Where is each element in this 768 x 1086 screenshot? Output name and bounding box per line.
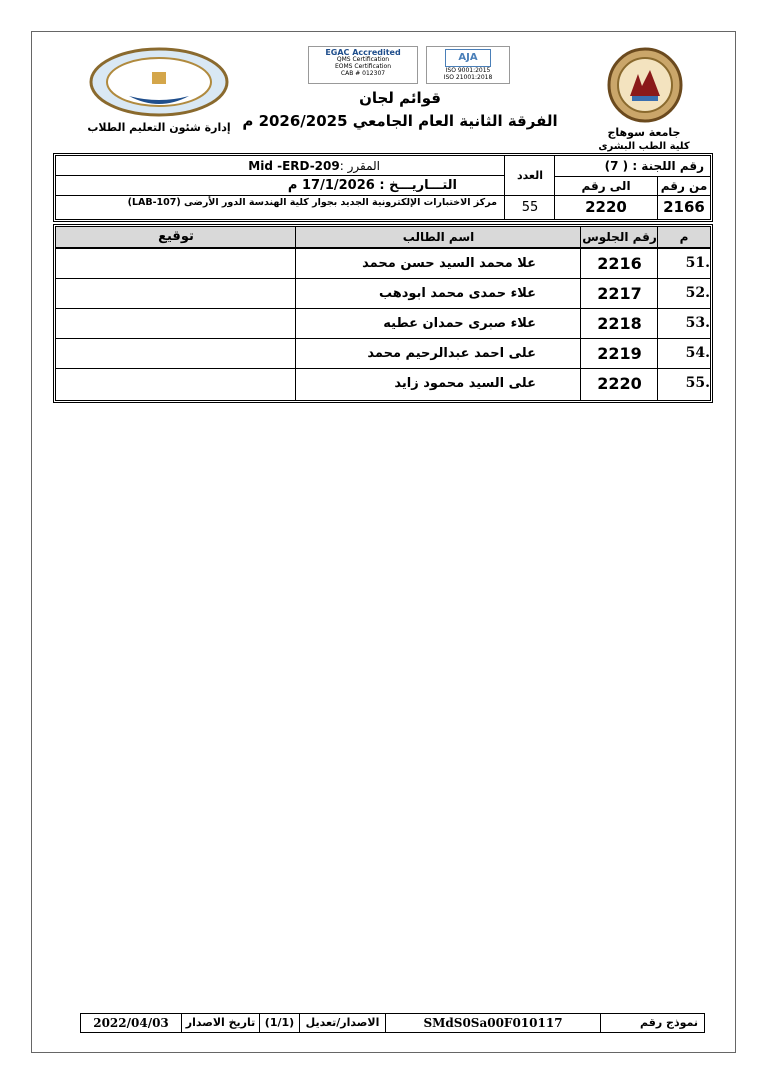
table-header — [56, 227, 710, 249]
faculty-name: كلية الطب البشرى — [598, 141, 690, 152]
issue-date-value: 2022/04/03 — [93, 1016, 169, 1030]
form-number-label: نموذج رقم — [600, 1014, 704, 1032]
row-student-name: على احمد عبدالرحيم محمد — [367, 346, 536, 361]
count-label: العدد — [505, 156, 555, 196]
row-seat-number: 2217 — [597, 284, 642, 303]
iso-logo — [426, 46, 510, 84]
course-label: المقرر : — [339, 159, 380, 173]
department-name: إدارة شئون التعليم الطلاب — [87, 121, 231, 134]
row-num: .54 — [685, 345, 710, 361]
from-value: 2166 — [657, 196, 710, 219]
row-seat-number: 2218 — [597, 314, 642, 333]
students-table — [53, 224, 713, 403]
course-value: Mid -ERD-209 — [248, 159, 340, 173]
form-number-value: SMdS0Sa00F010117 — [385, 1014, 600, 1032]
table-row — [56, 249, 710, 279]
row-signature — [56, 369, 296, 398]
committee-number: رقم اللجنة : ( 7) — [555, 156, 710, 177]
row-seat-number: 2219 — [597, 344, 642, 363]
egac-logo — [308, 46, 418, 84]
committee-info-table — [53, 153, 713, 222]
row-student-name: علاء حمدى محمد ابودهب — [378, 286, 536, 301]
col-header-signature: توقيع — [158, 229, 194, 244]
row-num: .52 — [685, 285, 710, 301]
row-seat-number: 2216 — [597, 254, 642, 273]
egac-line3: CAB # 012307 — [340, 70, 386, 77]
row-num: .55 — [685, 375, 710, 391]
table-row — [56, 369, 710, 399]
row-num: .51 — [685, 255, 710, 271]
row-num: .53 — [685, 315, 710, 331]
row-signature — [56, 249, 296, 278]
col-header-num: م — [679, 230, 689, 244]
col-header-seat: رقم الجلوس — [582, 230, 657, 244]
table-body — [56, 249, 710, 400]
iso-line2: ISO 21001:2018 — [443, 74, 493, 81]
to-value: 2220 — [585, 198, 627, 216]
date-label: التـــاريـــخ : — [379, 178, 457, 193]
form-footer — [80, 1013, 705, 1033]
course-line — [56, 156, 505, 176]
from-label: من رقم — [657, 177, 710, 196]
page-subtitle: الفرقة الثانية العام الجامعي 2026/2025 م — [242, 112, 558, 130]
row-signature — [56, 279, 296, 308]
count-value: 55 — [521, 200, 539, 215]
table-row — [56, 309, 710, 339]
row-student-name: على السيد محمود زايد — [394, 376, 536, 391]
row-seat-number: 2220 — [597, 374, 642, 393]
row-student-name: علاء صبرى حمدان عطيه — [383, 316, 536, 331]
exam-location: مركز الاختبارات الإلكترونية الجديد بجوار كلية الهندسة الدور الأرضى (LAB-107) — [127, 197, 497, 208]
issue-date-label: تاريخ الاصدار — [181, 1014, 259, 1032]
table-row — [56, 279, 710, 309]
egac-line1: QMS Certification — [336, 56, 390, 63]
table-row — [56, 339, 710, 369]
to-label: الى رقم — [555, 177, 657, 196]
col-header-name: اسم الطالب — [402, 230, 475, 244]
date-line — [56, 176, 505, 196]
egac-logo-text: EGAC Accredited — [325, 48, 401, 57]
iso-logo-text: AJA — [445, 49, 491, 67]
revision-label: الاصدار/تعديل — [299, 1014, 385, 1032]
university-logo — [606, 46, 684, 124]
page-title: قوائم لجان — [359, 89, 441, 107]
university-name: جامعة سوهاج — [607, 126, 681, 139]
egac-line2: EOMS Certification — [334, 63, 392, 70]
department-logo — [84, 46, 234, 118]
date-value: 17/1/2026 م — [287, 178, 375, 193]
row-student-name: علا محمد السيد حسن محمد — [362, 256, 536, 271]
iso-line1: ISO 9001:2015 — [445, 67, 491, 74]
university-name-block — [594, 126, 694, 154]
row-signature — [56, 339, 296, 368]
row-signature — [56, 309, 296, 338]
revision-value: (1/1) — [259, 1014, 299, 1032]
